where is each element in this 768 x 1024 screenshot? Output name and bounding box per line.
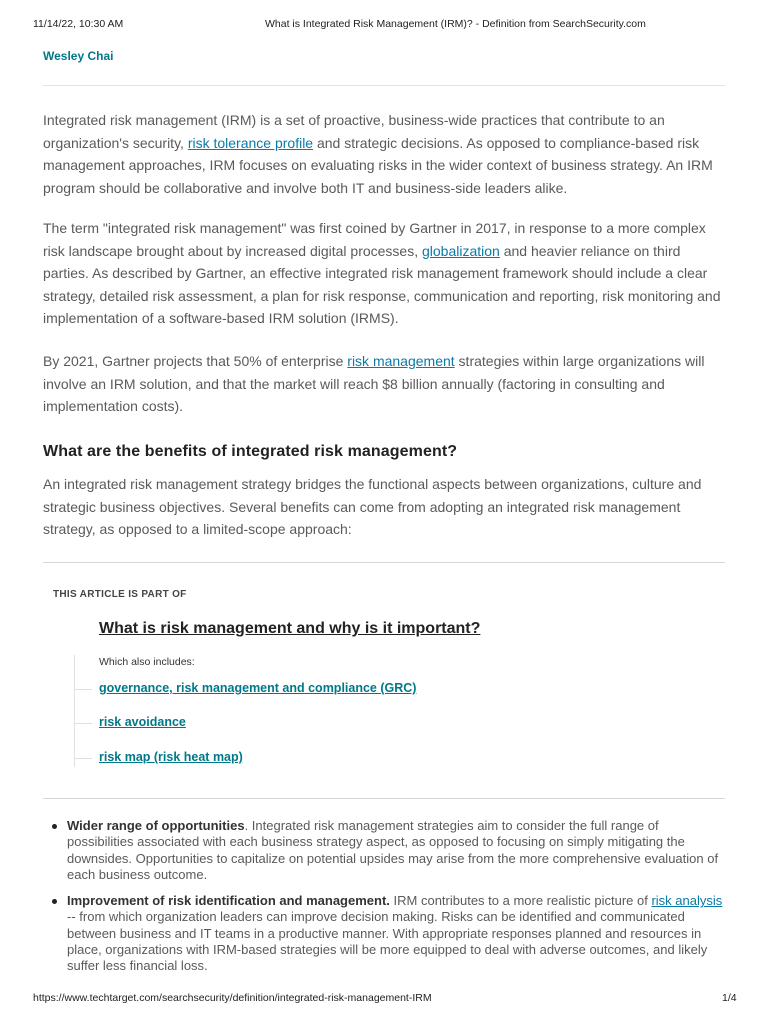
risk-tolerance-profile-link[interactable]: risk tolerance profile — [187, 134, 314, 151]
divider — [43, 798, 725, 799]
article-part-label: THIS ARTICLE IS PART OF — [53, 589, 187, 600]
tree-connector — [74, 689, 92, 690]
intro-paragraph-2 — [43, 217, 725, 330]
globalization-link[interactable]: globalization — [422, 242, 500, 259]
page-number: 1/4 — [722, 992, 737, 1004]
divider — [43, 562, 725, 563]
benefits-heading-text: What are the benefits of integrated risk management? — [43, 443, 458, 460]
paragraph-text: and heavier reliance on third parties. As described by Gartner, an effective integrated risk management framework should include a clear strategy, detailed risk assessment, a plan for risk response, communication and reporting, risk monitoring and implementation of a software-based IRM solution (IRMS). — [43, 242, 721, 327]
paragraph-text: and strategic decisions. As opposed to compliance-based risk management approaches, IRM focuses on evaluating risks in the wider context of business strategy. An IRM program should be collaborative and involve both IT and business-side leaders alike. — [43, 134, 713, 196]
list-item — [67, 893, 725, 974]
tree-connector — [74, 723, 92, 724]
risk-management-link[interactable]: risk management — [347, 353, 455, 369]
print-datetime: 11/14/22, 10:30 AM — [33, 18, 124, 30]
paragraph-text: The term "integrated risk management" was first coined by Gartner in 2017, in response to a more complex risk landscape brought about by increased digital processes, — [43, 220, 706, 259]
related-link-risk-map[interactable]: risk map (risk heat map) — [99, 750, 243, 764]
bullet-text: -- from which organization leaders can improve decision making. Risks can be identified and communicated between business and IT teams in a productive manner. With appropriate responses planned and resources in place, organizations with IRM-based strategies will be more equipped to deal with adverse outcomes, and likely suffer less financial loss. — [67, 909, 708, 974]
also-includes-label: Which also includes: — [99, 656, 195, 668]
divider — [43, 85, 725, 86]
paragraph-text: strategies within large organizations will involve an IRM solution, and that the market will reach $8 billion annually (factoring in consulting and implementation costs). — [43, 353, 705, 415]
paragraph-text: Integrated risk management (IRM) is a set of proactive, business-wide practices that contribute to an organization's security, — [43, 112, 665, 151]
bullet-title: Wider range of opportunities — [67, 818, 245, 833]
related-link-risk-avoidance[interactable]: risk avoidance — [99, 715, 186, 729]
list-item — [67, 818, 725, 883]
bullet-text: IRM contributes to a more realistic picture of — [389, 893, 652, 909]
benefits-list — [67, 818, 725, 985]
tree-connector — [74, 655, 75, 767]
author-link[interactable]: Wesley Chai — [43, 49, 114, 63]
print-url: https://www.techtarget.com/searchsecurity/definition/integrated-risk-management-IRM — [33, 992, 432, 1004]
tree-connector — [74, 758, 92, 759]
risk-analysis-link[interactable]: risk analysis — [651, 893, 723, 909]
parent-article-link[interactable]: What is risk management and why is it important? — [99, 620, 481, 637]
benefits-intro: An integrated risk management strategy bridges the functional aspects between organizations, culture and strategic business objectives. Several benefits can come from adopting an integrated risk management strategy, as opposed to a limited-scope approach: — [43, 476, 702, 538]
intro-paragraph-3 — [43, 350, 725, 418]
bullet-title: Improvement of risk identification and management. — [67, 893, 390, 909]
related-link-grc[interactable]: governance, risk management and compliance (GRC) — [99, 681, 417, 695]
print-footer — [0, 992, 768, 1006]
print-page-title: What is Integrated Risk Management (IRM)? - Definition from SearchSecurity.com — [265, 18, 646, 30]
bullet-text: . Integrated risk management strategies aim to consider the full range of possibilities associated with each business strategy aspect, as opposed to focusing on simply mitigating the downsides. Opportunities to capitalize on potential upsides may arise from the more comprehensive evaluation of each business outcome. — [67, 818, 719, 882]
print-header — [0, 18, 768, 32]
paragraph-text: By 2021, Gartner projects that 50% of enterprise — [43, 353, 348, 369]
intro-paragraph-1 — [43, 109, 725, 199]
benefits-heading — [43, 443, 457, 461]
